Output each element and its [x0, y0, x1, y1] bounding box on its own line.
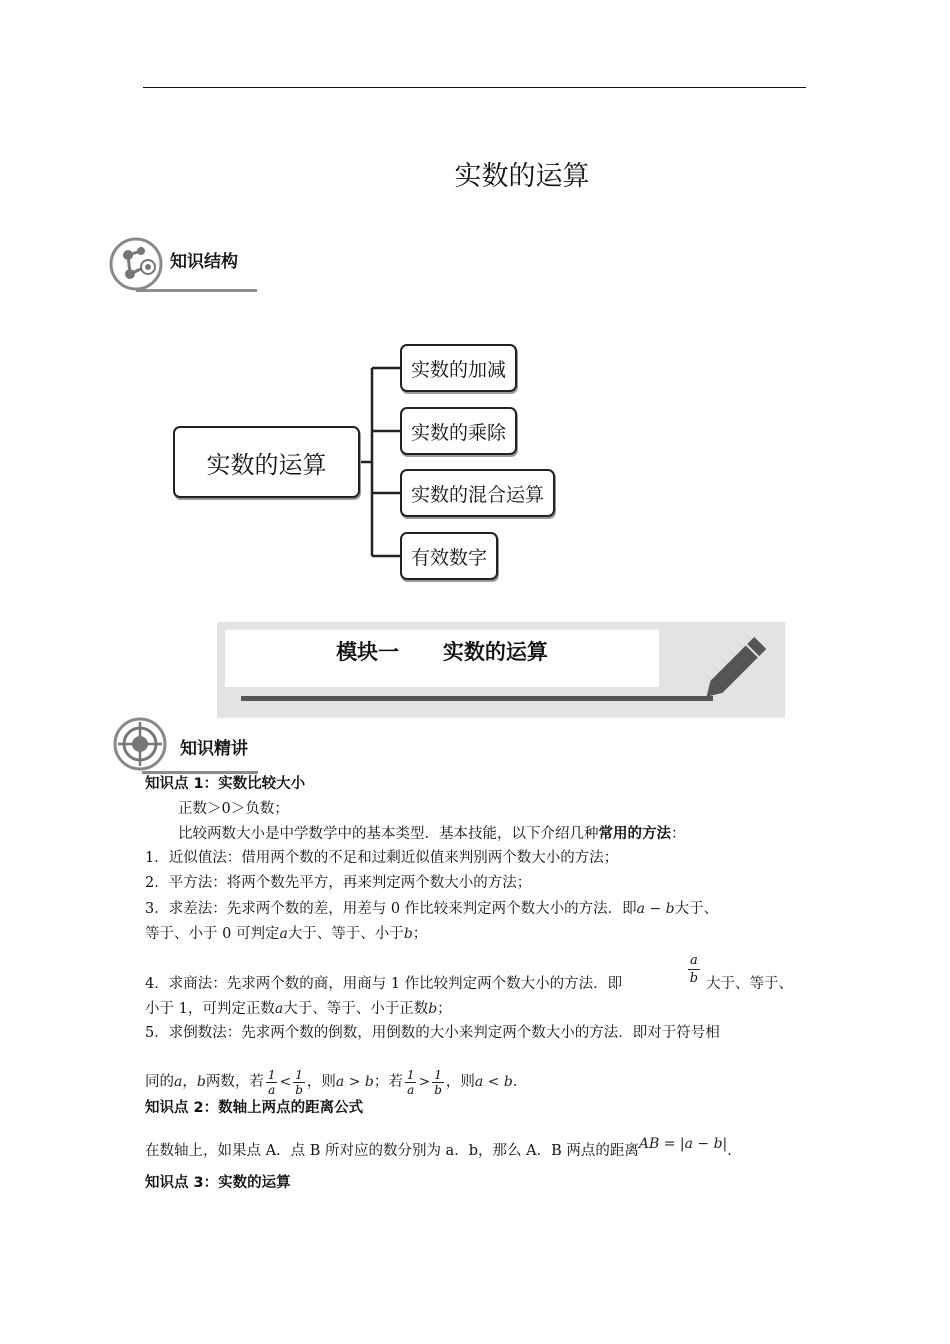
target-icon [112, 716, 168, 772]
var-b: b [428, 1001, 438, 1017]
fraction-1-over-b-2 [432, 1068, 444, 1097]
kp1-line2-colon: ： [671, 826, 686, 842]
kp2-heading: 知识点 2：数轴上两点的距离公式 [145, 1100, 364, 1116]
module-banner-underline [241, 696, 713, 701]
mindmap-node-mixed: 实数的混合运算 [400, 469, 555, 517]
mindmap-node-mul-div: 实数的乘除 [400, 407, 517, 455]
frac-den: b [295, 1082, 303, 1097]
method-5-then-2: ，则 [445, 1074, 475, 1090]
mindmap-connectors [355, 360, 405, 560]
frac-num: 1 [432, 1068, 444, 1083]
var-a: a [279, 926, 288, 942]
fraction-1-over-a [266, 1068, 278, 1097]
mindmap-node-add-sub: 实数的加减 [400, 344, 517, 392]
method-4-line1 [145, 972, 622, 996]
var-a: a [174, 1074, 183, 1090]
fraction-1-over-a-2 [405, 1068, 417, 1097]
frac-num: 1 [267, 1067, 276, 1082]
kp1-line1: 正数＞0＞负数； [178, 801, 289, 817]
frac-num: a [690, 953, 698, 968]
kp1-line2-text: 比较两数大小是中学数学中的基本类型．基本技能，以下介绍几种 [178, 826, 599, 842]
pencil-icon [700, 628, 776, 704]
var-b: b [196, 1074, 206, 1090]
fraction-a-over-b [688, 952, 700, 987]
method-5-then: ，则 [306, 1074, 336, 1090]
expr-a-minus-b: a − b [636, 901, 675, 917]
header-rule [143, 87, 806, 88]
kp1-line2-emphasis: 常用的方法 [598, 826, 671, 842]
method-4-text2: 小于 1，可判定正数 [145, 1001, 275, 1017]
result-a-lt-b: a < b [474, 1074, 513, 1090]
comma: ， [182, 1074, 197, 1090]
kp2-text [145, 1136, 742, 1163]
method-3-text: 3．求差法：先求两个数的差，用差与 0 作比较来判定两个数大小的方法．即 [145, 901, 637, 917]
greater-than-sign: > [418, 1074, 431, 1090]
frac-den: b [689, 971, 699, 986]
frac-den: a [407, 1082, 415, 1097]
fraction-1-over-b [293, 1068, 305, 1097]
method-3-tail: 大于、 [674, 901, 719, 917]
method-4-tail: 大于、等于、 [706, 976, 793, 992]
method-4-text: 4．求商法：先求两个数的商，用商与 1 作比较判定两个数大小的方法．即 [145, 976, 623, 992]
method-3-text2: 等于、小于 0 可判定 [145, 926, 280, 942]
network-icon [108, 236, 164, 292]
method-3-line2 [145, 922, 427, 946]
method-5-text2: 两数，若 [205, 1074, 264, 1090]
frac-den: a [268, 1082, 276, 1097]
mindmap-node-sig-figs: 有效数字 [400, 532, 498, 580]
method-5-if: ；若 [373, 1074, 403, 1090]
frac-num: 1 [406, 1067, 415, 1082]
method-5-text: 同的 [145, 1074, 174, 1090]
method-2: 2．平方法：将两个数先平方，再来判定两个数大小的方法； [145, 875, 532, 891]
method-4-text3: 大于、等于、小于正数 [283, 1001, 429, 1017]
page-title: 实数的运算 [454, 161, 590, 192]
frac-den: b [434, 1082, 442, 1097]
method-3-line1 [145, 897, 718, 921]
method-3-end: ； [412, 926, 428, 942]
method-4-line2 [145, 997, 452, 1021]
method-5-end: ． [512, 1074, 528, 1090]
kp3-heading: 知识点 3：实数的运算 [145, 1175, 291, 1191]
var-a: a [274, 1001, 284, 1017]
result-a-gt-b: a > b [335, 1074, 374, 1090]
method-1: 1．近似值法：借用两个数的不足和过剩近似值来判别两个数大小的方法； [145, 850, 619, 866]
module-banner-title: 模块一 实数的运算 [336, 640, 548, 664]
method-4-end: ； [437, 1001, 452, 1017]
kp2-end: ． [727, 1143, 742, 1159]
kp1-heading: 知识点 1：实数比较大小 [145, 776, 306, 792]
distance-formula: AB = |a − b| [638, 1136, 728, 1152]
var-b: b [403, 926, 413, 942]
section-underline [136, 289, 257, 292]
method-3-text3: 大于、等于、小于 [287, 926, 404, 942]
section-heading-knowledge: 知识精讲 [180, 739, 248, 759]
frac-num: 1 [293, 1068, 305, 1083]
kp1-line2 [178, 822, 686, 846]
section-heading-structure: 知识结构 [170, 252, 238, 272]
mindmap-root: 实数的运算 [173, 426, 360, 498]
kp2-sentence: 在数轴上，如果点 A．点 B 所对应的数分别为 a．b，那么 A．B 两点的距离 [145, 1143, 639, 1159]
less-than-sign: < [279, 1074, 292, 1090]
method-5-line1: 5．求倒数法：先求两个数的倒数，用倒数的大小来判定两个数大小的方法．即对于符号相 [145, 1025, 720, 1041]
